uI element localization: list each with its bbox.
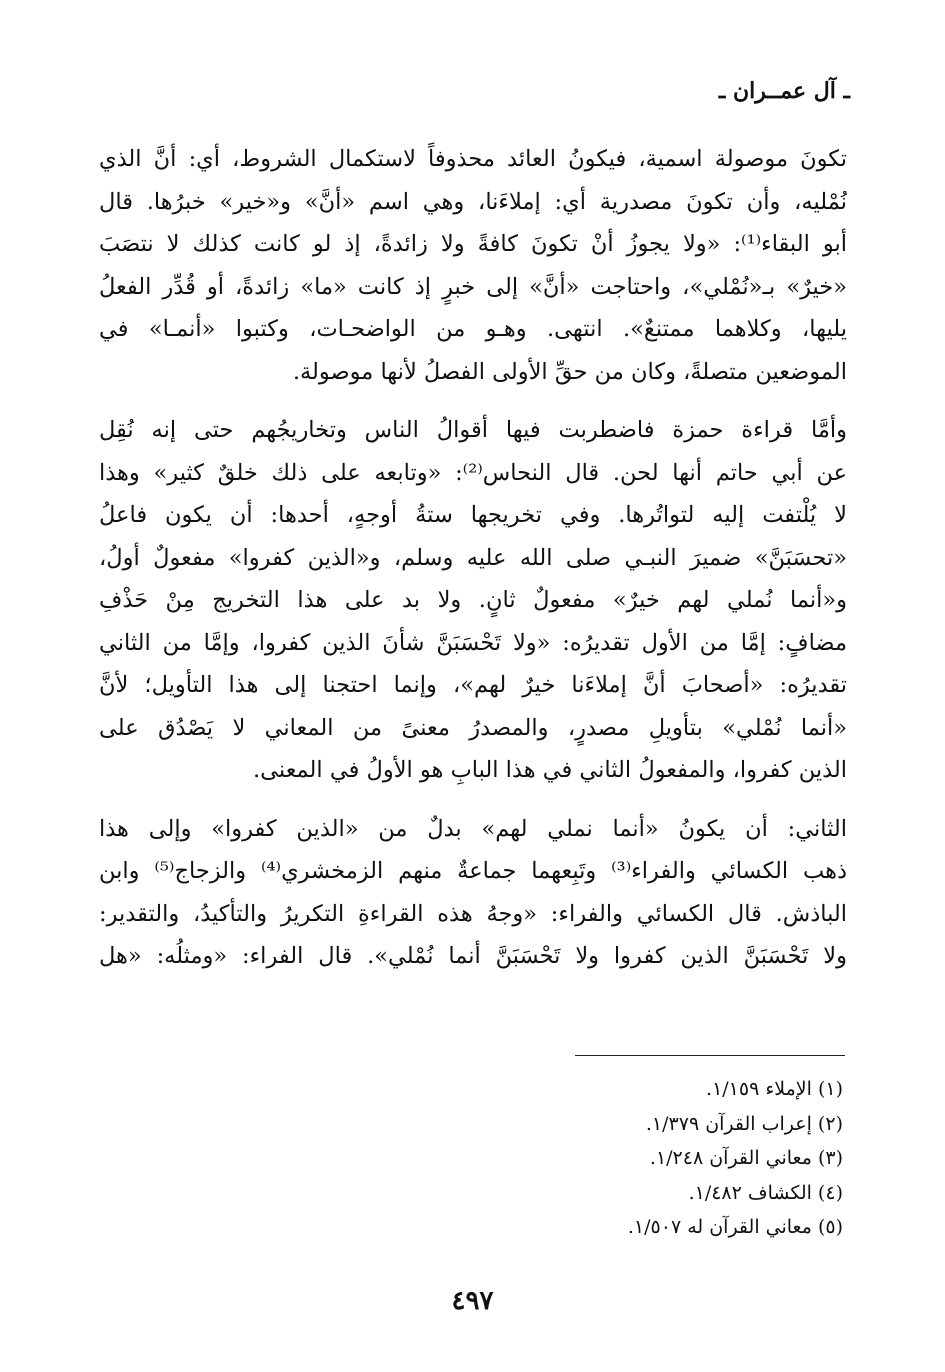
footnote: (٥) معاني القرآن له ١/٥٠٧. xyxy=(627,1216,843,1238)
text-line: عن أبي حاتم أنها لحن. قال النحاس⁽²⁾: «وتابعه على ذلك خلقٌ كثير» وهذا xyxy=(99,459,847,486)
paragraph-gap xyxy=(99,792,847,808)
text-line: و«أنما نُملي لهم خيرٌ» مفعولٌ ثانٍ. ولا بد على هذا التخريج مِنْ حَذْفِ xyxy=(99,587,847,613)
text-line: ولا تَحْسَبَنَّ الذين كفروا ولا تَحْسَبَنَّ أنما نُمْلي». قال الفراء: «ومثلُه: «هل xyxy=(99,943,847,969)
footnote: (١) الإملاء ١/١٥٩. xyxy=(706,1078,843,1100)
paragraph-gap xyxy=(99,393,847,409)
text-line: لا يُلْتفت إليه لتواتُرها. وفي تخريجها ستةُ أوجهٍ، أحدها: أن يكون فاعلُ xyxy=(99,502,847,528)
footnotes xyxy=(343,1072,843,1245)
text-line: الباذش. قال الكسائي والفراء: «وجهُ هذه القراءةِ التكريرُ والتأكيدُ، والتقدير: xyxy=(99,900,847,927)
text-line: «تحسَبَنَّ» ضميرَ النبـي صلى الله عليه وسلم، و«الذين كفروا» مفعولٌ أولُ، xyxy=(99,544,847,571)
text-line: «خيرٌ» بـ«نُمْلي»، واحتاجت «أنَّ» إلى خبرٍ إذ كانت «ما» زائدةً، أو قُدِّر الفعلُ xyxy=(99,273,847,300)
text-line: أبو البقاء⁽¹⁾: «ولا يجوزُ أنْ تكونَ كافةً ولا زائدةً، إذ لو كانت كذلك لا نتصَبَ xyxy=(99,231,847,257)
main-text xyxy=(99,138,847,978)
footnote: (٤) الكشاف ١/٤٨٢. xyxy=(688,1181,843,1204)
footnote: (٣) معاني القرآن ١/٢٤٨. xyxy=(649,1147,843,1169)
text-line: وأمَّا قراءة حمزة فاضطربت فيها أقوالُ الناس وتخاريجُهم حتى إنه نُقِل xyxy=(99,417,847,443)
text-line: ذهب الكسائي والفراء⁽³⁾ وتَبِعهما جماعةٌ منهم الزمخشري⁽⁴⁾ والزجاج⁽⁵⁾ وابن xyxy=(99,858,847,884)
text-line: يليها، وكلاهما ممتنعٌ». انتهى. وهـو من الواضحـات، وكتبوا «أنمـا» في xyxy=(99,316,847,342)
text-line: الثاني: أن يكونُ «أنما نملي لهم» بدلٌ من «الذين كفروا» وإلى هذا xyxy=(99,815,847,842)
text-line: الموضعين متصلةً، وكان من حقِّ الأولى الفصلُ لأنها موصولة. xyxy=(292,358,847,385)
text-line: نُمْليه، وأن تكونَ مصدرية أي: إملاءَنا، وهي اسم «أنَّ» و«خير» خبرُها. قال xyxy=(99,188,847,215)
text-line: الذين كفروا، والمفعولُ الثاني في هذا البابِ هو الأولُ في المعنى. xyxy=(253,757,847,783)
text-line: تكونَ موصولة اسمية، فيكونُ العائد محذوفاً لاستكمال الشروط، أي: أنَّ الذي xyxy=(99,146,847,172)
text-line: مضافٍ: إمَّا من الأول تقديرُه: «ولا تَحْسَبَنَّ شأنَ الذين كفروا، وإمَّا من الثاني xyxy=(99,629,847,656)
text-line: تقديرُه: «أصحابَ أنَّ إملاءَنا خيرٌ لهم»، وإنما احتجنا إلى هذا التأويل؛ لأنَّ xyxy=(99,672,847,698)
page-number: ٤٩٧ xyxy=(451,1286,494,1316)
footnote: (٢) إعراب القرآن ١/٣٧٩. xyxy=(645,1112,843,1135)
text-line: «أنما نُمْلي» بتأويلِ مصدرٍ، والمصدرُ معنىً من المعاني لا يَصْدُق على xyxy=(99,714,847,741)
running-head: ـ آل عمــران ـ xyxy=(718,78,850,104)
footnote-separator xyxy=(575,1055,845,1056)
